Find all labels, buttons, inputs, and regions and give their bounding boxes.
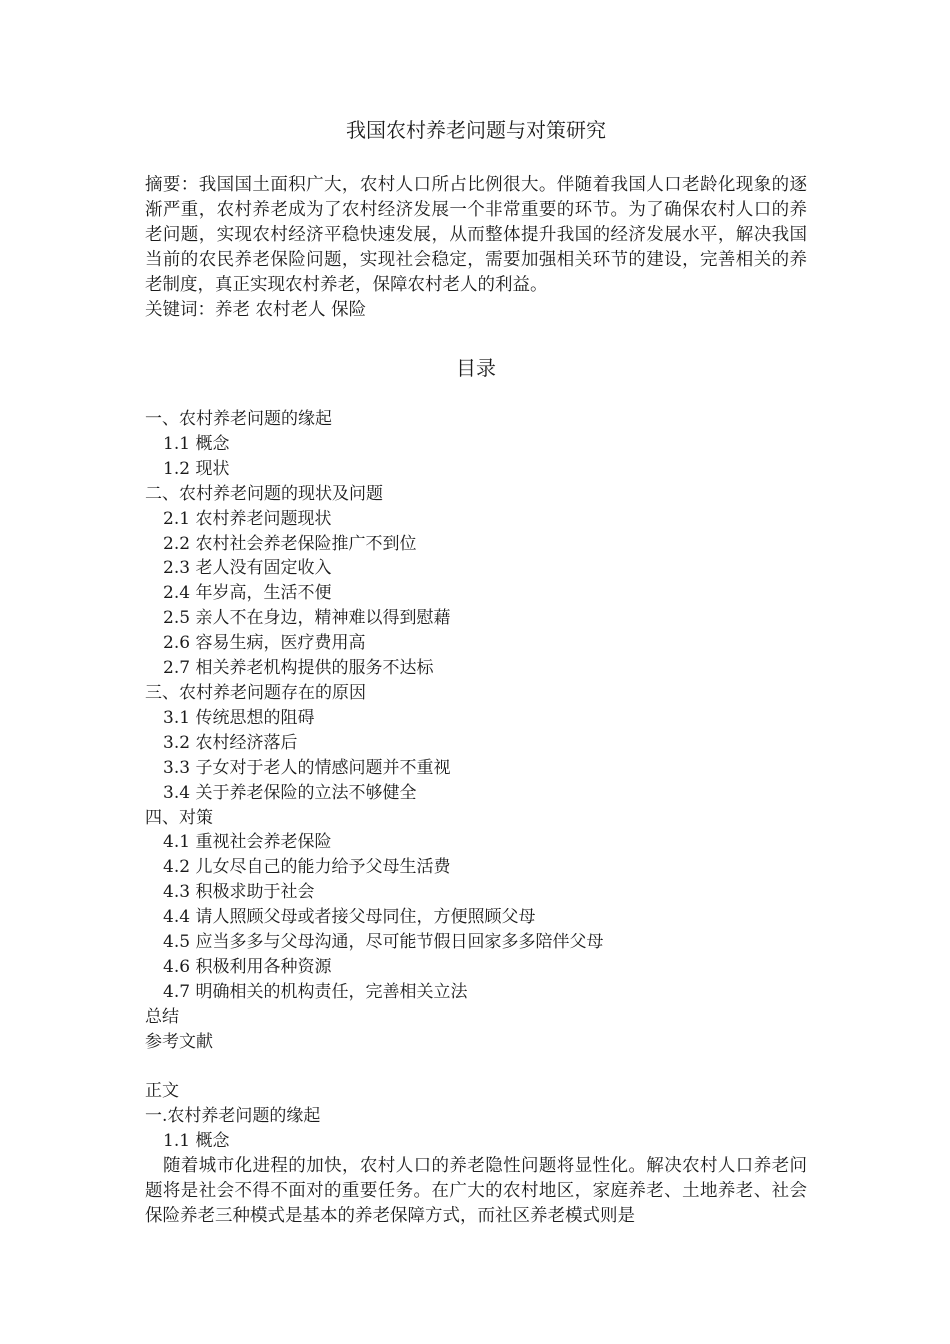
toc-item-2-1: 2.1 农村养老问题现状 <box>163 508 332 529</box>
toc-item-2-3: 2.3 老人没有固定收入 <box>163 558 332 579</box>
toc-item-4-3: 4.3 积极求助于社会 <box>163 882 315 903</box>
toc-item-4-7: 4.7 明确相关的机构责任，完善相关立法 <box>163 981 468 1002</box>
body-paragraph: 随着城市化进程的加快，农村人口的养老隐性问题将显性化。解决农村人口养老问题将是社会不得不面对的重要任务。在广大的农村地区，家庭养老、土地养老、社会保险养老三种模式是基本的养老保障方式，而社区养老模式则是 <box>145 1155 807 1226</box>
toc-item-3-1: 3.1 传统思想的阻碍 <box>163 707 315 728</box>
main-body <box>145 1079 807 1229</box>
toc-item-2-4: 2.4 年岁高，生活不便 <box>163 583 332 604</box>
toc-item-4-1: 4.1 重视社会养老保险 <box>163 832 332 853</box>
toc-item-1-1: 1.1 概念 <box>163 433 230 454</box>
toc-item-references: 参考文献 <box>145 1031 213 1052</box>
toc-item-2-7: 2.7 相关养老机构提供的服务不达标 <box>163 658 434 679</box>
document-page <box>145 115 807 1229</box>
abstract-paragraph: 摘要：我国国土面积广大，农村人口所占比例很大。伴随着我国人口老龄化现象的逐渐严重，农村养老成为了农村经济发展一个非常重要的环节。为了确保农村人口的养老问题，实现农村经济平稳快速发展，从而整体提升我国的经济发展水平，解决我国当前的农民养老保险问题，实现社会稳定，需要加强相关环节的建设，完善相关的养老制度，真正实现农村养老，保障农村老人的利益。 <box>145 175 807 295</box>
toc-item-2-6: 2.6 容易生病，医疗费用高 <box>163 633 366 654</box>
subsection-heading: 1.1 概念 <box>163 1130 230 1151</box>
toc-item-1-2: 1.2 现状 <box>163 458 230 479</box>
table-of-contents <box>145 407 807 1055</box>
toc-item-section-4: 四、对策 <box>145 807 213 828</box>
document-title: 我国农村养老问题与对策研究 <box>346 118 606 142</box>
toc-item-3-2: 3.2 农村经济落后 <box>163 732 298 753</box>
toc-item-summary: 总结 <box>145 1006 179 1027</box>
toc-item-section-1: 一、农村养老问题的缘起 <box>145 409 332 429</box>
keywords-line: 关键词：养老 农村老人 保险 <box>145 300 367 320</box>
toc-item-4-6: 4.6 积极利用各种资源 <box>163 956 332 977</box>
toc-item-4-4: 4.4 请人照顾父母或者接父母同住，方便照顾父母 <box>163 907 536 928</box>
body-label: 正文 <box>145 1080 179 1101</box>
toc-item-2-5: 2.5 亲人不在身边，精神难以得到慰藉 <box>163 608 451 629</box>
toc-item-section-3: 三、农村养老问题存在的原因 <box>145 682 366 703</box>
toc-item-4-2: 4.2 儿女尽自己的能力给予父母生活费 <box>163 857 451 878</box>
toc-item-2-2: 2.2 农村社会养老保险推广不到位 <box>163 533 417 554</box>
toc-item-4-5: 4.5 应当多多与父母沟通，尽可能节假日回家多多陪伴父母 <box>163 932 604 953</box>
toc-item-3-3: 3.3 子女对于老人的情感问题并不重视 <box>163 757 451 778</box>
toc-item-3-4: 3.4 关于养老保险的立法不够健全 <box>163 782 417 803</box>
section-heading: 一.农村养老问题的缘起 <box>145 1105 321 1126</box>
toc-item-section-2: 二、农村养老问题的现状及问题 <box>145 483 383 504</box>
toc-heading: 目录 <box>456 356 496 380</box>
